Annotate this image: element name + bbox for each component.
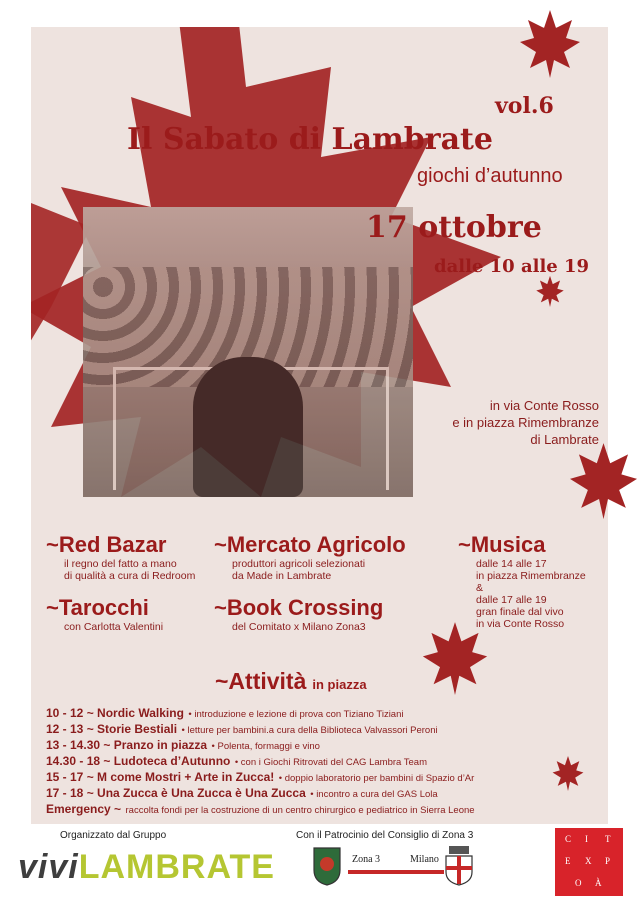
section-musica [458, 532, 586, 630]
leaf-icon-top-right [520, 8, 580, 78]
leaf-icon-small-1 [535, 275, 565, 307]
section-desc: & [476, 582, 484, 594]
citexpo-letter: P [605, 856, 611, 866]
section-desc: di qualità a cura di Redroom [64, 570, 196, 582]
location-line: di Lambrate [530, 432, 599, 447]
citexpo-letter: C [565, 834, 572, 844]
section-desc: in piazza Rimembranze [476, 570, 586, 582]
citexpo-letter: T [605, 834, 611, 844]
event-subtitle: giochi d’autunno [417, 165, 563, 187]
citexpo-letter: O [575, 878, 582, 888]
zona-red-bar [348, 870, 444, 874]
section-title: ~Musica [458, 532, 546, 557]
section-desc: produttori agricoli selezionati [232, 558, 366, 570]
activity-desc: • incontro a cura del GAS Lola [310, 789, 438, 800]
leaf-icon-middle [420, 620, 490, 695]
performer-silhouette [193, 357, 303, 497]
activity-desc: • doppio laboratorio per bambini di Spazio d’Ar [278, 773, 475, 784]
vivilambrate-logo [18, 848, 275, 887]
citexpo-letter: À [595, 878, 602, 888]
section-desc: dalle 14 alle 17 [476, 558, 547, 570]
location-block [452, 397, 599, 448]
section-desc: con Carlotta Valentini [64, 621, 164, 633]
leaf-icon-small-2 [552, 755, 584, 791]
activity-time: Emergency ~ [46, 802, 122, 816]
milano-crest-icon [444, 846, 474, 886]
zona3-crest-icon [312, 846, 342, 886]
citexpo-letter: E [565, 856, 571, 866]
section-desc: in via Conte Rosso [476, 618, 565, 630]
activity-item [46, 721, 475, 737]
activity-time: 15 - 17 ~ M come Mostri + Arte in Zucca! [46, 770, 275, 784]
citexpo-logo [555, 828, 623, 896]
section-red-bazar [46, 532, 195, 582]
citexpo-letter: I [585, 834, 588, 844]
activity-time: 10 - 12 ~ Nordic Walking [46, 706, 184, 720]
activity-item [46, 705, 475, 721]
section-title: ~Tarocchi [46, 595, 149, 620]
section-desc: da Made in Lambrate [232, 570, 332, 582]
section-tarocchi [46, 595, 163, 633]
citexpo-letter: X [585, 856, 592, 866]
activity-item [46, 801, 475, 817]
activity-item [46, 737, 475, 753]
activity-time: 14.30 - 18 ~ Ludoteca d’Autunno [46, 754, 231, 768]
organizer-label: Organizzato dal Gruppo [60, 830, 167, 841]
activity-item [46, 769, 475, 785]
logo-vivi: vivi [18, 848, 79, 886]
activity-time: 13 - 14.30 ~ Pranzo in piazza [46, 738, 208, 752]
patronage-label: Con il Patrocinio del Consiglio di Zona 3 [296, 830, 474, 841]
activity-desc: • con i Giochi Ritrovati del CAG Lambra Team [234, 757, 427, 768]
activity-desc: • letture per bambini.a cura della Biblioteca Valvassori Peroni [181, 725, 438, 736]
event-time: dalle 10 alle 19 [434, 256, 590, 277]
section-title: ~Red Bazar [46, 532, 167, 557]
logo-lambrate: LAMBRATE [78, 848, 275, 886]
section-desc: del Comitato x Milano Zona3 [232, 621, 366, 633]
milano-label: Milano [410, 854, 439, 865]
zona-label: Zona 3 [352, 854, 381, 865]
section-desc: dalle 17 alle 19 [476, 594, 547, 606]
section-mercato-agricolo [214, 532, 406, 582]
event-title: Il Sabato di Lambrate [127, 122, 493, 157]
location-line: e in piazza Rimembranze [452, 415, 599, 430]
section-desc: gran finale dal vivo [476, 606, 564, 618]
section-title: ~Book Crossing [214, 595, 384, 620]
attivita-suffix: in piazza [312, 677, 367, 692]
zona3-milano-logo [312, 846, 482, 886]
activity-item [46, 785, 475, 801]
activity-time: 12 - 13 ~ Storie Bestiali [46, 722, 178, 736]
section-desc: il regno del fatto a mano [64, 558, 177, 570]
activity-desc: raccolta fondi per la costruzione di un centro chirurgico e pediatrico in Sierra Leone [125, 805, 475, 816]
activity-desc: • introduzione e lezione di prova con Tiziano Tiziani [188, 709, 404, 720]
activity-desc: • Polenta, formaggi e vino [211, 741, 320, 752]
activity-list [46, 705, 475, 817]
activity-time: 17 - 18 ~ Una Zucca è Una Zucca è Una Zucca [46, 786, 306, 800]
crowd-photo [83, 207, 413, 497]
activity-item [46, 753, 475, 769]
section-title: ~Mercato Agricolo [214, 532, 406, 557]
event-date: 17 ottobre [366, 210, 542, 245]
attivita-title: ~Attività [215, 668, 307, 694]
attivita-heading [215, 668, 367, 695]
location-line: in via Conte Rosso [489, 398, 599, 413]
leaf-icon-right-edge [570, 435, 637, 525]
volume-label: vol.6 [495, 93, 554, 119]
section-book-crossing [214, 595, 383, 633]
